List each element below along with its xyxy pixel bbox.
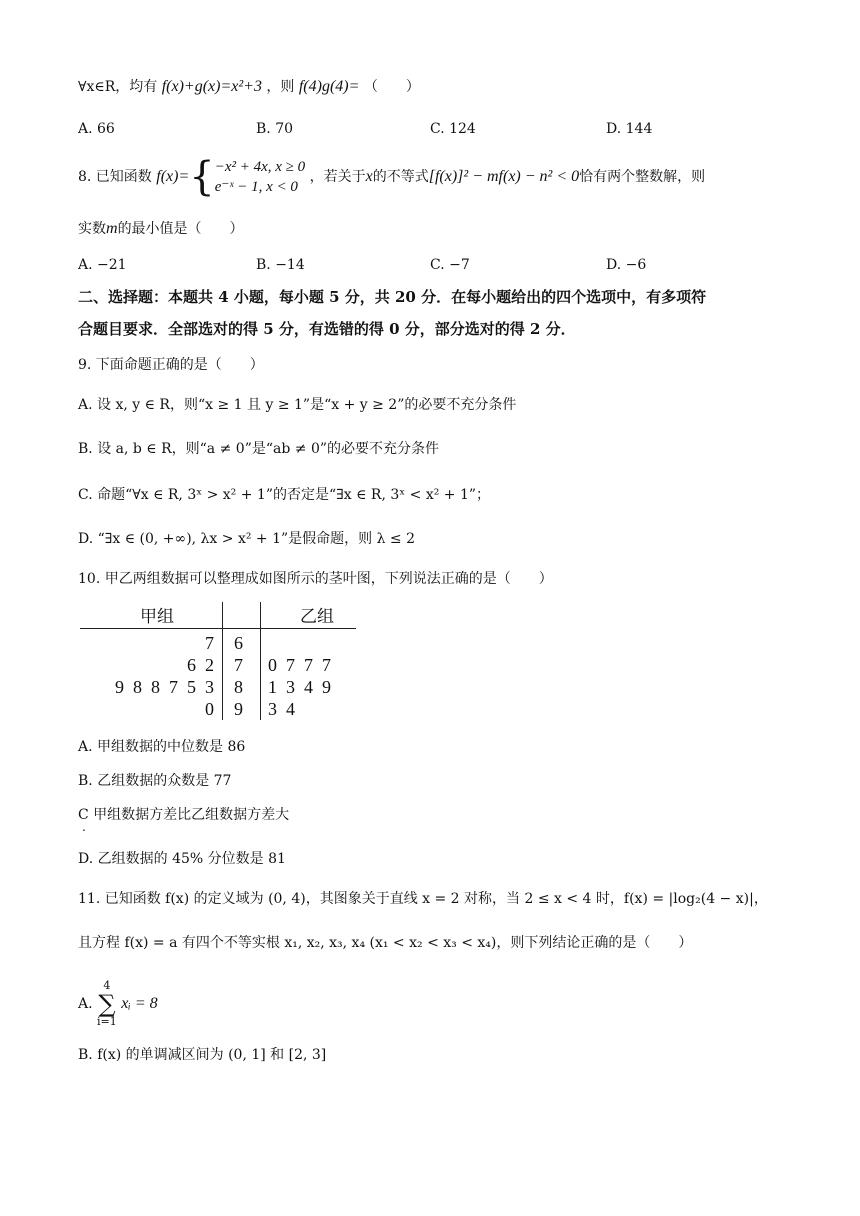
q8-middle: ，若关于 <box>309 169 366 185</box>
q11-option-b: B. f(x) 的单调减区间为 (0, 1] 和 [2, 3] <box>78 1047 327 1063</box>
q7-option-c: C. 124 <box>430 121 476 137</box>
q7-option-a: A. 66 <box>78 121 115 137</box>
stemleaf-row2-right: 0 7 7 7 <box>268 655 331 675</box>
q8-line2-m: m <box>106 220 118 237</box>
stemleaf-row4-left: 0 <box>205 699 214 719</box>
q9-option-a: A. 设 x, y ∈ R，则“x ≥ 1 且 y ≥ 1”是“x + y ≥ 2”的必要不充分条件 <box>78 397 517 413</box>
stemleaf-row1-stem: 6 <box>234 633 243 653</box>
q8-middle2: 的不等式 <box>372 169 429 185</box>
q10-option-d: D. 乙组数据的 45% 分位数是 81 <box>78 851 286 867</box>
q8-case2: e⁻ˣ − 1, x < 0 <box>214 179 298 195</box>
q8-case1: −x² + 4x, x ≥ 0 <box>214 159 306 175</box>
section2-heading-line2: 合题目要求．全部选对的得 5 分，有选错的得 0 分，部分选对的得 2 分． <box>78 320 576 338</box>
stemleaf-row2-left: 6 2 <box>187 655 214 675</box>
stemleaf-row3-left: 9 8 8 7 5 3 <box>115 677 214 697</box>
q8-line2-b: 的最小值是（ ） <box>117 221 244 237</box>
q9-option-b: B. 设 a, b ∈ R，则“a ≠ 0”是“ab ≠ 0”的必要不充分条件 <box>78 441 440 457</box>
q7-ask-math: f(4)g(4)= <box>298 78 360 95</box>
q9-stem: 9. 下面命题正确的是（ ） <box>78 357 264 373</box>
stemleaf-row2-stem: 7 <box>234 655 243 675</box>
q11-a-label: A. <box>78 996 93 1012</box>
q10-option-c: C 甲组数据方差比乙组数据方差大 <box>78 807 290 823</box>
q7-cond-math: f(x)+g(x)=x²+3 <box>161 78 262 95</box>
q10-option-c-dot: . <box>82 820 86 834</box>
q8-inequality: [f(x)]² − mf(x) − n² < 0 <box>428 168 580 185</box>
q11-sum-top: 4 <box>103 979 111 992</box>
q8-prefix: 8. 已知函数 <box>78 169 152 185</box>
q11-sum-bottom: i=1 <box>97 1015 117 1028</box>
q11-line2: 且方程 f(x) = a 有四个不等实根 x₁, x₂, x₃, x₄ (x₁ < x₂ < x₃ < x₄)，则下列结论正确的是（ ） <box>78 935 693 951</box>
q10-stem: 10. 甲乙两组数据可以整理成如图所示的茎叶图，下列说法正确的是（ ） <box>78 571 553 587</box>
q11-a-rest: xᵢ = 8 <box>121 995 158 1012</box>
stemleaf-left-header: 甲组 <box>140 607 174 627</box>
q10-option-b: B. 乙组数据的众数是 77 <box>78 773 232 789</box>
stemleaf-row3-stem: 8 <box>234 677 243 697</box>
stemleaf-right-divider <box>260 602 261 720</box>
q11-option-a <box>78 980 158 1028</box>
q7-cond-prefix: ∀x∈R，均有 <box>78 79 158 95</box>
q8-brace: { <box>189 154 215 200</box>
q8-var-x: x <box>365 168 373 185</box>
q8-option-b: B. −14 <box>256 257 305 273</box>
q11-sigma-icon: ∑ <box>98 990 116 1018</box>
q8-line2-a: 实数 <box>78 221 106 237</box>
q8-option-d: D. −6 <box>606 257 647 273</box>
q11-line1: 11. 已知函数 f(x) 的定义域为 (0, 4)，其图象关于直线 x = 2 对称，当 2 ≤ x < 4 时，f(x) = |log₂(4 − x)|， <box>78 891 768 907</box>
stemleaf-row4-stem: 9 <box>234 699 243 719</box>
stemleaf-row4-right: 3 4 <box>268 699 295 719</box>
q7-option-b: B. 70 <box>256 121 294 137</box>
q9-option-c: C. 命题“∀x ∈ R, 3ˣ > x² + 1”的否定是“∃x ∈ R, 3ˣ < x² + 1”； <box>78 487 491 503</box>
q11-sum-sigma <box>97 980 117 1028</box>
q8-fx: f(x)= <box>156 168 190 185</box>
q7-paren: （ ） <box>363 79 420 95</box>
stemleaf-left-divider <box>222 602 223 720</box>
q10-option-a: A. 甲组数据的中位数是 86 <box>78 739 246 755</box>
stemleaf-row3-right: 1 3 4 9 <box>268 677 331 697</box>
q7-cond-mid: ，则 <box>266 79 295 95</box>
stemleaf-right-header: 乙组 <box>300 607 334 627</box>
section2-heading-line1: 二、选择题：本题共 4 小题，每小题 5 分，共 20 分．在每小题给出的四个选项中，有多项符 <box>78 288 707 306</box>
q8-line2 <box>78 218 244 240</box>
q8-option-a: A. −21 <box>78 257 127 273</box>
q8-stem-line <box>78 152 705 202</box>
q7-option-d: D. 144 <box>606 121 653 137</box>
q8-cases <box>215 157 305 197</box>
q7-condition-line <box>78 76 420 98</box>
stemleaf-row1-left: 7 <box>205 633 214 653</box>
q9-option-d: D. “∃x ∈ (0, +∞), λx > x² + 1”是假命题，则 λ ≤ 2 <box>78 531 416 547</box>
stemleaf-header-rule <box>80 628 356 629</box>
q8-suffix: 恰有两个整数解，则 <box>579 169 706 185</box>
stem-leaf-plot <box>80 600 360 722</box>
q8-option-c: C. −7 <box>430 257 470 273</box>
